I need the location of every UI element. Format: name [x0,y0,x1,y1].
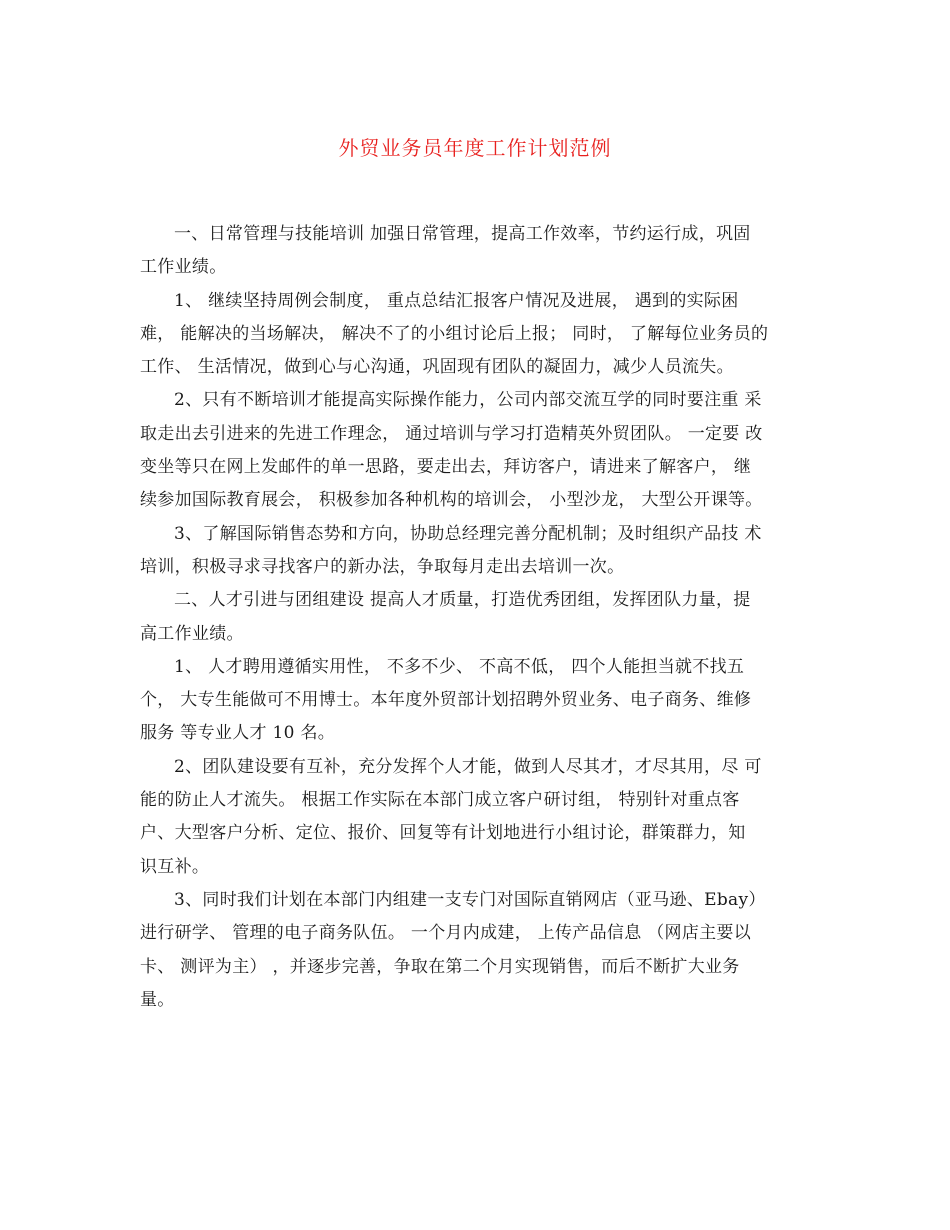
text-line: 服务 等专业人才 10 名。 [140,723,336,744]
text-line: 2、只有不断培训才能提高实际操作能力，公司内部交流互学的同时要注重 采 [174,390,762,411]
text-line: 培训，积极寻求寻找客户的新办法，争取每月走出去培训一次。 [140,556,625,577]
text-line: 2、团队建设要有互补，充分发挥个人才能，做到人尽其才，才尽其用，尽 可 [174,756,762,777]
text-line: 工作、 生活情况，做到心与心沟通，巩固现有团队的凝固力，减少人员流失。 [140,357,734,378]
text-line: 识互补。 [140,856,210,877]
paragraph-item-2-2 [140,751,812,884]
text-line: 变坐等只在网上发邮件的单一思路，要走出去，拜访客户，请进来了解客户， 继 [140,457,752,478]
text-line: 个， 大专生能做可不用博士。本年度外贸部计划招聘外贸业务、电子商务、维修 [140,690,752,711]
paragraph-item-2-3 [140,884,812,1017]
text-line: 难， 能解决的当场解决， 解决不了的小组讨论后上报； 同时， 了解每位业务员的 [140,323,769,344]
text-line: 3、了解国际销售态势和方向，协助总经理完善分配机制；及时组织产品技 术 [174,523,762,544]
text-line: 1、 人才聘用遵循实用性， 不多不少、 不高不低， 四个人能担当就不找五 [174,656,745,677]
text-line: 卡、 测评为主） ，并逐步完善，争取在第二个月实现销售，而后不断扩大业务 [140,956,740,977]
text-line: 3、同时我们计划在本部门内组建一支专门对国际直销网店（亚马逊、Ebay） [174,889,766,910]
document-body [140,218,812,1017]
text-line: 续参加国际教育展会， 积极参加各种机构的培训会， 小型沙龙， 大型公开课等。 [140,490,763,511]
paragraph-section-2-heading [140,584,812,651]
text-line: 取走出去引进来的先进工作理念， 通过培训与学习打造精英外贸团队。 一定要 改 [140,423,763,444]
text-line: 进行研学、 管理的电子商务队伍。 一个月内成建， 上传产品信息 （网店主要以 [140,923,752,944]
text-line: 能的防止人才流失。 根据工作实际在本部门成立客户研讨组， 特别针对重点客 [140,790,740,811]
text-line: 户、大型客户分析、定位、报价、回复等有计划地进行小组讨论，群策群力，知 [140,823,746,844]
text-line: 二、人才引进与团组建设 提高人才质量，打造优秀团组，发挥团队力量，提 [174,590,751,611]
text-line: 工作业绩。 [140,257,227,278]
paragraph-item-2-1 [140,651,812,751]
paragraph-item-1-3 [140,518,812,585]
paragraph-section-1-heading [140,218,812,285]
paragraph-item-1-2 [140,384,812,517]
document-title: 外贸业务员年度工作计划范例 [338,136,612,160]
text-line: 一、日常管理与技能培训 加强日常管理，提高工作效率，节约运行成，巩固 [174,224,751,244]
text-line: 高工作业绩。 [140,623,244,644]
text-line: 1、 继续坚持周例会制度， 重点总结汇报客户情况及进展， 遇到的实际困 [174,290,739,311]
text-line: 量。 [140,989,175,1010]
paragraph-item-1-1 [140,285,812,385]
